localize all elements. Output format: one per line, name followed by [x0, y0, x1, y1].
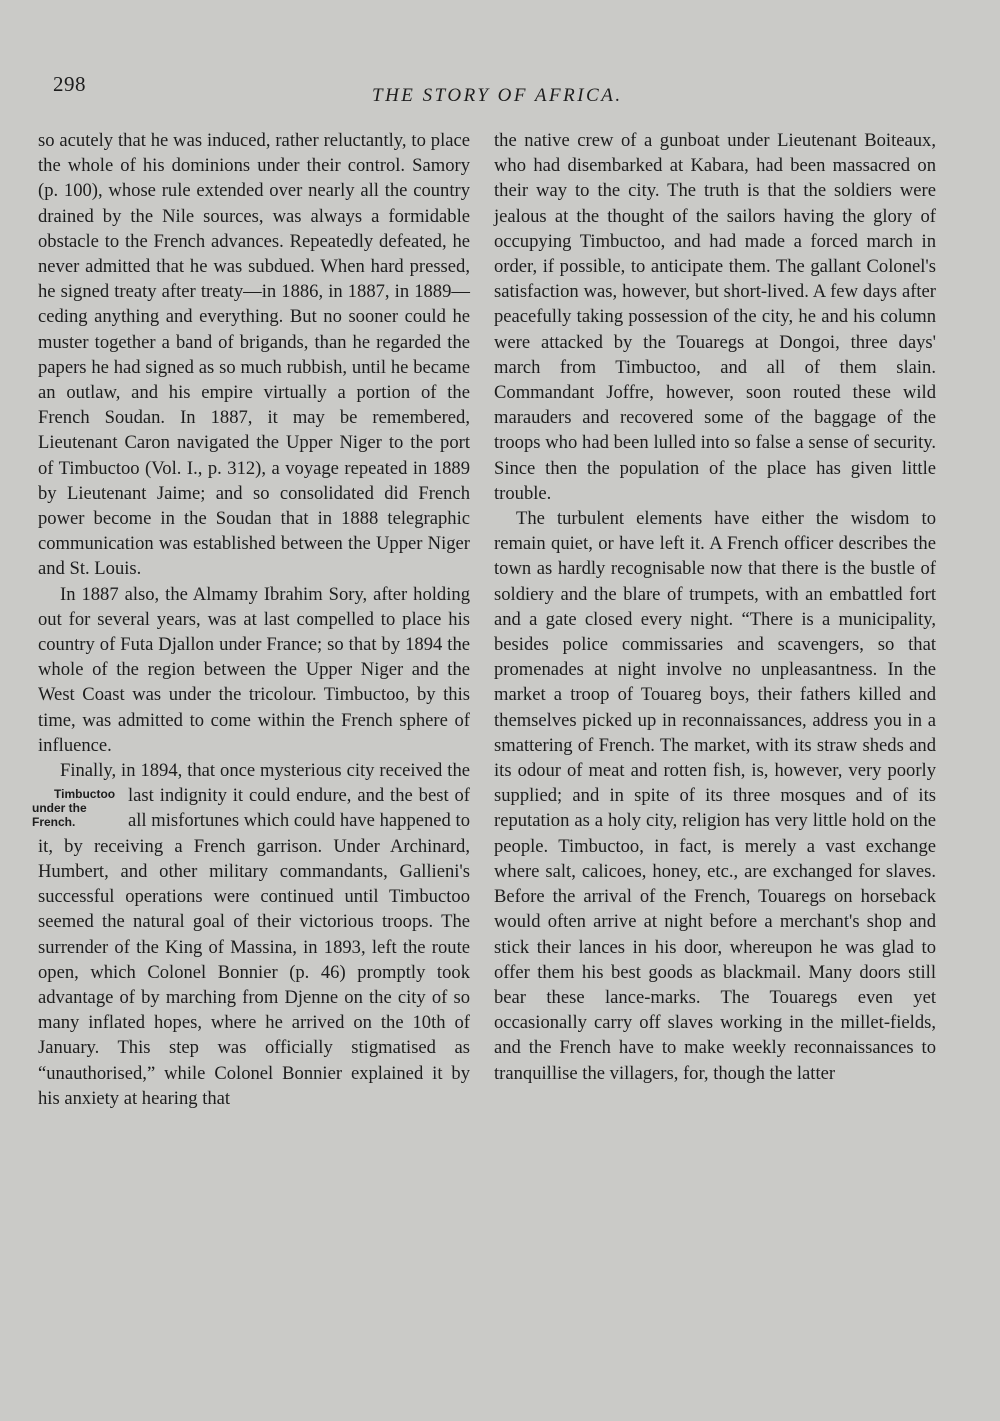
paragraph-timbuctoo-garrison: [32, 758, 470, 1111]
left-column: [32, 128, 470, 1111]
paragraph-samory: so acutely that he was induced, rather reluctantly, to place the whole of his dominions under their control. Samory (p. 100), whose rule extended over nearly all the country drained by the Nile sources, was always a formidable obstacle to the French advances. Repeatedly defeated, he never admitted that he was subdued. When hard pressed, he signed treaty after treaty—in 1886, in 1887, in 1889—ceding anything and everything. But no sooner could he muster together a band of brigands, than he regarded the papers he had signed as so much rubbish, until he became an outlaw, and his empire virtually a portion of the French Soudan. In 1887, it may be remembered, Lieutenant Caron navigated the Upper Niger to the port of Timbuctoo (Vol. I., p. 312), a voyage repeated in 1889 by Lieutenant Jaime; and so consolidated did French power become in the Soudan that in 1888 telegraphic communication was established between the Upper Niger and St. Louis.: [38, 130, 470, 580]
right-column: [494, 128, 936, 1086]
paragraph-turbulent-elements: The turbulent elements have either the wisdom to remain quiet, or have left it. A French officer describes the town as hardly recognisable now that there is the bustle of soldiery and the blare of trumpets, with an embattled fort and a gate closed every night. “There is a municipality, besides police commissaries and scavengers, so that promenades at night involve no unpleasantness. In the market a troop of Touareg boys, their fathers killed and themselves picked up in reconnaissances, address you in a smattering of French. The market, with its straw sheds and its odour of meat and rotten fish, is, however, very poorly supplied; and in spite of its three mosques and of its reputation as a holy city, religion has very little hold on the people. Timbuctoo, in fact, is merely a vast exchange where salt, calicoes, honey, etc., are exchanged for slaves. Before the arrival of the French, Touaregs on horseback would often arrive at night before a merchant's shop and stick their lances in his door, whereupon he was glad to offer them his best goods as blackmail. Many doors still bear these lance-marks. The Touaregs even yet occasionally carry off slaves working in the millet-fields, and the French have to make weekly reconnaissances to tranquillise the villagers, for, though the latter: [494, 508, 936, 1084]
paragraph-text-after-note: and the best of all misfortunes which could have happened to it, by receiving a French garrison. Under Archinard, Humbert, and other military commandants, Gallieni's successful operations were continued until Timbuctoo seemed the natural goal of their victorious troops. The surrender of the King of Massina, in 1893, left the route open, which Colonel Bonnier (p. 46) promptly took advantage of by marching from Djenne on the city of so many inflated hopes, where he arrived on the 10th of January. This step was officially stigmatised as “unauthorised,” while Colonel Bonnier explained it by his anxiety at hearing that: [38, 785, 470, 1109]
running-head: THE STORY OF AFRICA.: [372, 85, 623, 106]
paragraph-text-before-note: Finally, in 1894, that once mysterious city received the last indignity it could endure,: [60, 760, 470, 807]
paragraph-futa-djallon: In 1887 also, the Almamy Ibrahim Sory, after holding out for several years, was at last compelled to place his country of Futa Djallon under France; so that by 1894 the whole of the region between the Upper Niger and the West Coast was under the tricolour. Timbuctoo, by this time, was admitted to come within the French sphere of influence.: [38, 583, 470, 756]
margin-sidenote: Timbuctoo under the French.: [32, 787, 116, 830]
page-number: 298: [53, 72, 86, 96]
paragraph-gunboat-crew: the native crew of a gunboat under Lieutenant Boiteaux, who had disembarked at Kabara, had been massacred on their way to the city. The truth is that the soldiers were jealous at the thought of the sailors having the glory of occupying Timbuctoo, and had made a forced march in order, if possible, to anticipate them. The gallant Colonel's satisfaction was, however, but short-lived. A few days after peacefully taking possession of the city, he and his column were attacked by the Touaregs at Dongoi, three days' march from Timbuctoo, and all of them slain. Commandant Joffre, however, soon routed these wild marauders and recovered some of the baggage of the troops who had been lulled into so false a sense of security. Since then the population of the place has given little trouble.: [494, 130, 936, 504]
